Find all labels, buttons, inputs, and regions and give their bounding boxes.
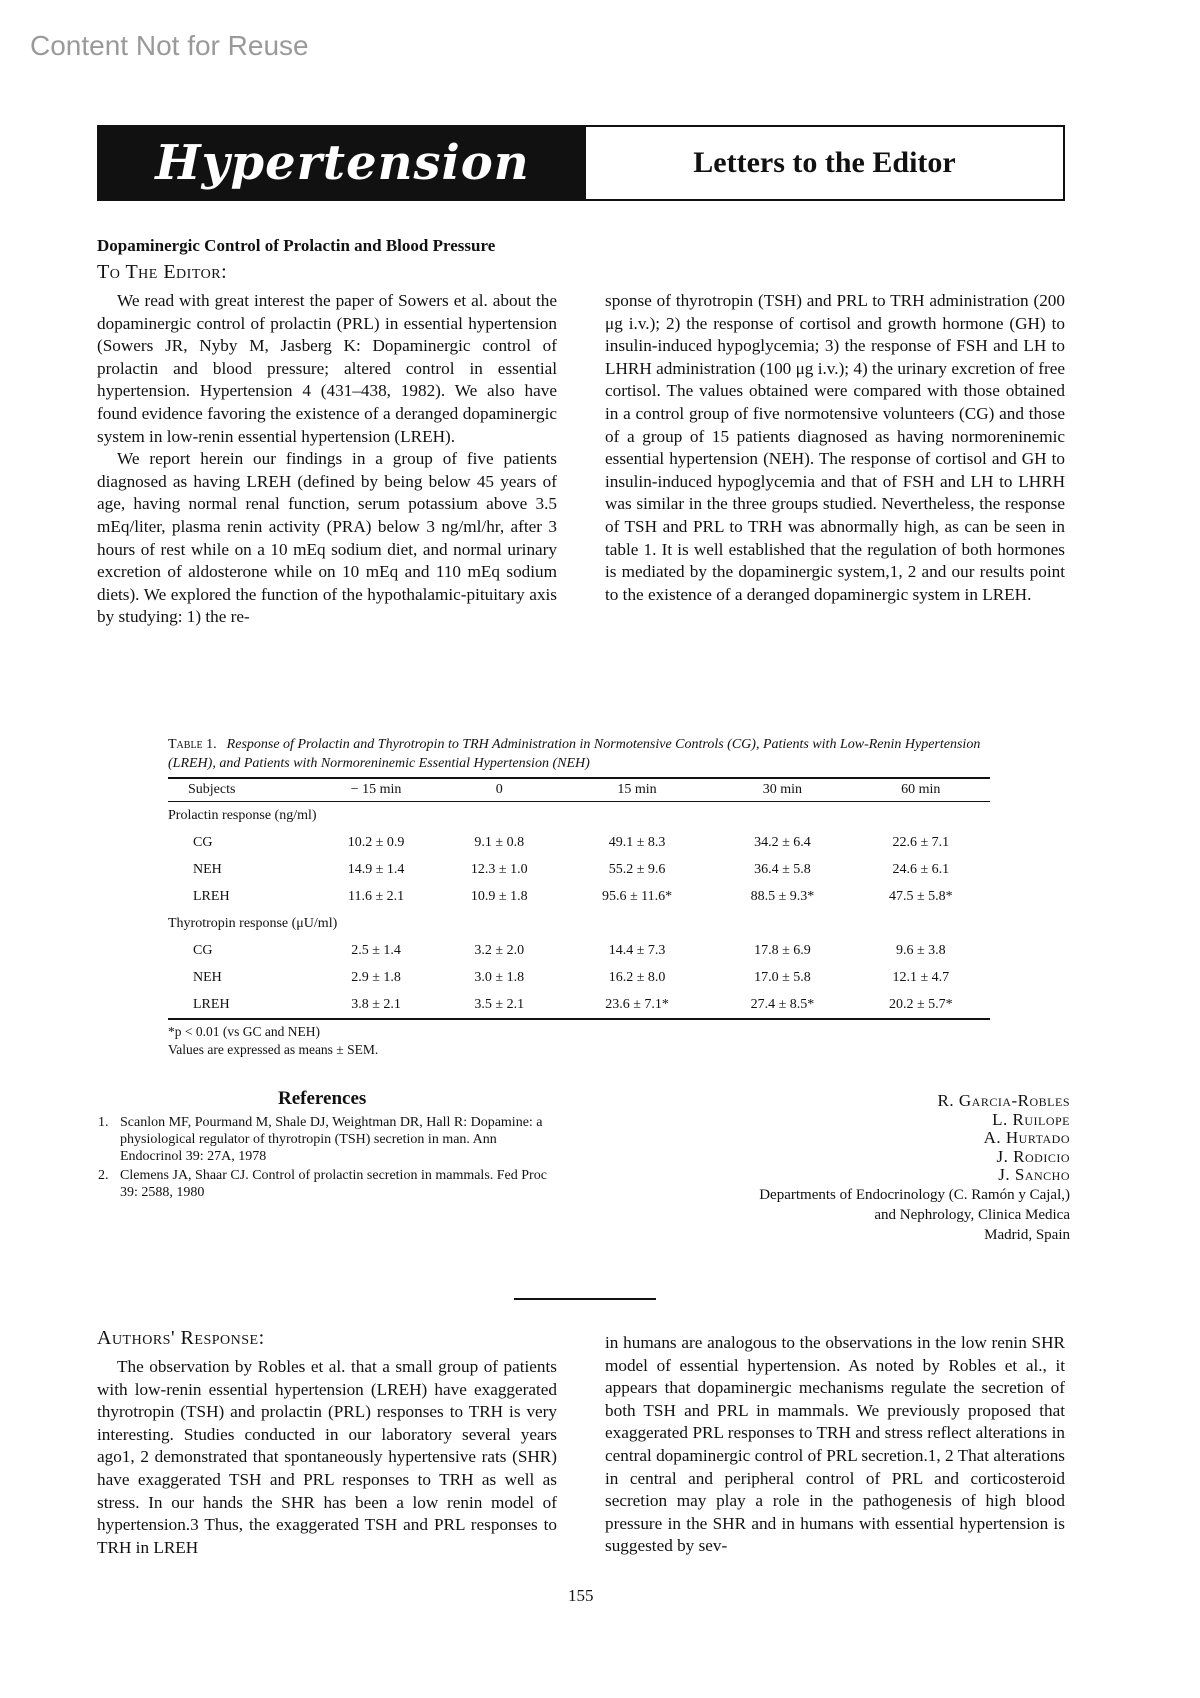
letter-paragraph: We report herein our findings in a group of five patients diagnosed as having LREH (defined by being below 45 years of age, having normal renal function, serum potassium above 3.5 mEq/liter, plasma renin activity (PRA) below 3 ng/ml/hr, after 3 hours of rest while on a 10 mEq sodium diet, and normal urinary excretion of aldosterone while on 10 mEq and 110 mEq sodium diets). We explored the function of the hypothalamic-pituitary axis by studying: 1) the re- <box>97 449 557 627</box>
letter-paragraph: sponse of thyrotropin (TSH) and PRL to TRH administration (200 μg i.v.); 2) the response of cortisol and growth hormone (GH) to insulin-induced hypoglycemia; 3) the response of FSH and LH to LHRH administration (100 μg i.v.); 4) the urinary excretion of free cortisol. The values obtained were compared with those obtained in a control group of five normotensive volunteers (CG) and those of a group of 15 patients diagnosed as having normoreninemic essential hypertension (NEH). The response of cortisol and GH to insulin-induced hypoglycemia and that of FSH and LH to LHRH was similar in the three groups studied. Nevertheless, the response of TSH and PRL to TRH was abnormally high, as can be seen in table 1. It is well established that the regulation of both hormones is mediated by the dopaminergic system,1, 2 and our results point to the existence of a deranged dopaminergic system in LREH. <box>605 291 1065 604</box>
table-footnotes <box>168 1023 990 1059</box>
masthead <box>97 125 1065 201</box>
author-name: J. Rodicio <box>996 1146 1070 1166</box>
section-divider <box>514 1298 656 1300</box>
response-heading: Authors' Response: <box>97 1327 265 1349</box>
letter-paragraph: We read with great interest the paper of Sowers et al. about the dopaminergic control of prolactin (PRL) in essential hypertension (Sowers JR, Nyby M, Jasberg K: Dopaminergic control of prolactin and blood pressure; altered control in essential hypertension. Hypertension 4 (431–438, 1982). We also have found evidence favoring the existence of a deranged dopaminergic system in low-renin essential hypertension (LREH). <box>97 291 557 446</box>
table-row: CG 2.5 ± 1.4 3.2 ± 2.0 14.4 ± 7.3 17.8 ± 6.9 9.6 ± 3.8 <box>193 942 946 958</box>
response-left-column <box>97 1356 557 1559</box>
response-right-column <box>605 1332 1065 1558</box>
table-footnote: Values are expressed as means ± SEM. <box>168 1042 379 1057</box>
table-footnote: *p < 0.01 (vs GC and NEH) <box>168 1024 320 1039</box>
references-heading: References <box>278 1088 367 1109</box>
author-name: A. Hurtado <box>983 1128 1070 1147</box>
header-15: 15 min <box>561 778 713 802</box>
table-group-row: Prolactin response (ng/ml) <box>168 807 317 823</box>
response-paragraph: The observation by Robles et al. that a small group of patients with low-renin essential hypertension (LREH) have exaggerated thyrotropin (TSH) and prolactin (PRL) responses to TRH is very interesting. Studies conducted in our laboratory several years ago1, 2 demonstrated that spontaneously hypertensive rats (SHR) have exaggerated TSH and PRL responses to TRH as well as stress. In our hands the SHR has been a low renin model of hypertension.3 Thus, the exaggerated TSH and PRL responses to TRH in LREH <box>97 1357 557 1557</box>
letter-left-column <box>97 290 557 629</box>
author-name: J. Sancho <box>998 1165 1070 1184</box>
table-row: CG 10.2 ± 0.9 9.1 ± 0.8 49.1 ± 8.3 34.2 ± 6.4 22.6 ± 7.1 <box>193 834 950 850</box>
response-paragraph: in humans are analogous to the observations in the low renin SHR model of essential hypertension. As noted by Robles et al., it appears that dopaminergic mechanisms regulate the secretion of both TSH and PRL in mammals. We previously proposed that exaggerated PRL responses to TRH and stress reflect alterations in central dopaminergic control of PRL secretion.1, 2 That alterations in central and peripheral control of PRL and corticosteroid secretion may play a role in the pathogenesis of high blood pressure in the SHR and in humans with essential hypertension is suggested by sev- <box>605 1333 1065 1556</box>
table-header-row <box>168 778 990 802</box>
affiliation-line: and Nephrology, Clinica Medica <box>874 1206 1070 1223</box>
references-list <box>98 1114 560 1203</box>
page-number: 155 <box>568 1586 594 1605</box>
table-label: Table 1. <box>168 737 217 752</box>
watermark: Content Not for Reuse <box>30 30 309 61</box>
table-caption-text: Response of Prolactin and Thyrotropin to TRH Administration in Normotensive Controls (CG), Patients with Low-Renin Hypertension (LREH), and Patients with Normoreninemic Essential Hypertension (NEH) <box>168 737 981 771</box>
author-name: L. Ruilope <box>992 1109 1070 1129</box>
affiliation-line: Departments of Endocrinology (C. Ramón y Cajal,) <box>759 1186 1070 1203</box>
affiliation-line: Madrid, Spain <box>984 1226 1070 1243</box>
article-title: Dopaminergic Control of Prolactin and Blood Pressure <box>97 236 496 255</box>
author-signature <box>759 1092 1070 1245</box>
table-caption <box>168 735 990 773</box>
table-row: NEH 14.9 ± 1.4 12.3 ± 1.0 55.2 ± 9.6 36.4 ± 5.8 24.6 ± 6.1 <box>193 861 950 877</box>
header-subjects: Subjects <box>168 778 315 802</box>
author-name: R. Garcia-Robles <box>937 1091 1070 1110</box>
table-group-row: Thyrotropin response (μU/ml) <box>168 915 338 931</box>
header-30: 30 min <box>713 778 851 802</box>
data-table-block <box>168 735 990 1059</box>
table-row: NEH 2.9 ± 1.8 3.0 ± 1.8 16.2 ± 8.0 17.0 ± 5.8 12.1 ± 4.7 <box>193 969 950 985</box>
reference-item: 1. Scanlon MF, Pourmand M, Shale DJ, Weightman DR, Hall R: Dopamine: a physiological regulator of thyrotropin (TSH) secretion in man. Ann Endocrinol 39: 27A, 1978 <box>98 1115 543 1164</box>
header-0: 0 <box>438 778 561 802</box>
letter-right-column <box>605 290 1065 606</box>
results-table <box>168 777 990 1020</box>
table-row: LREH 11.6 ± 2.1 10.9 ± 1.8 95.6 ± 11.6* 88.5 ± 9.3* 47.5 ± 5.8* <box>193 888 953 904</box>
table-row: LREH 3.8 ± 2.1 3.5 ± 2.1 23.6 ± 7.1* 27.4 ± 8.5* 20.2 ± 5.7* <box>168 991 990 1019</box>
header-minus15: − 15 min <box>315 778 438 802</box>
reference-item: 2. Clemens JA, Shaar CJ. Control of prolactin secretion in mammals. Fed Proc 39: 2588, 1980 <box>98 1168 547 1200</box>
header-60: 60 min <box>852 778 990 802</box>
journal-title: Hypertension <box>99 127 586 199</box>
salutation: To The Editor: <box>97 261 228 283</box>
section-title: Letters to the Editor <box>693 146 956 179</box>
